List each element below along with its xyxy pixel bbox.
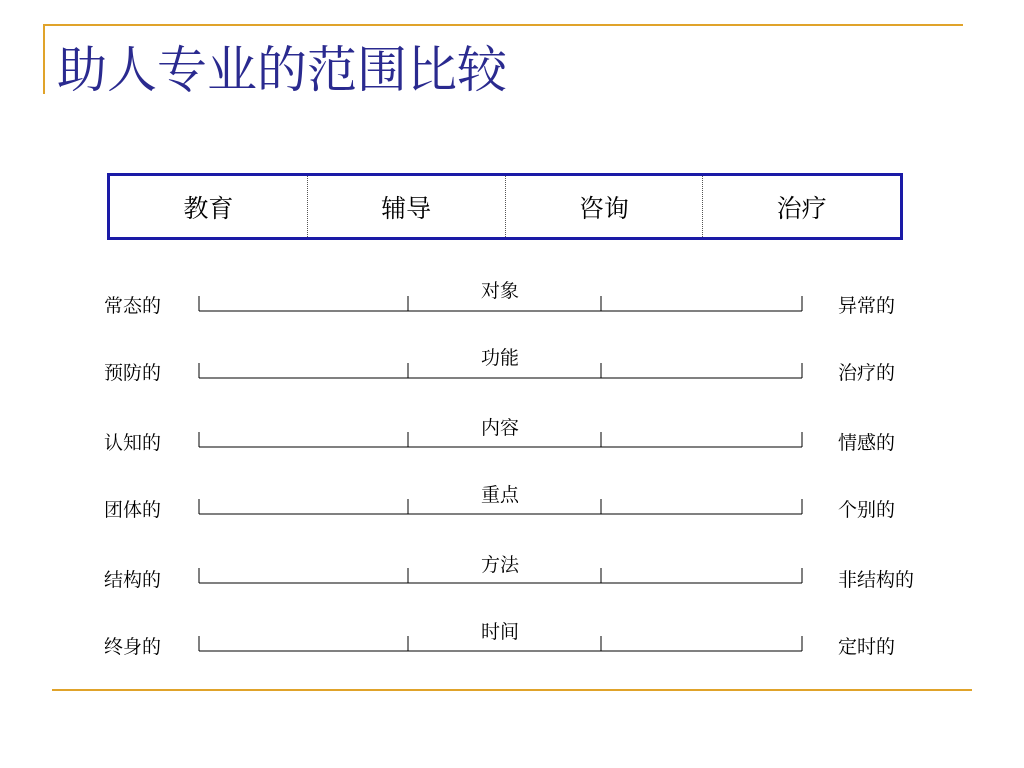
dimension-name-label: 方法: [480, 554, 519, 576]
dimension-right-label: 异常的: [838, 295, 896, 317]
dimension-right-label: 情感的: [838, 432, 896, 454]
stage-guidance: 辅导: [308, 176, 506, 237]
stage-therapy: 治疗: [776, 193, 827, 223]
dimension-left-label: 认知的: [104, 432, 162, 454]
dimension-left-label: 团体的: [104, 499, 162, 521]
dimension-left-label: 结构的: [104, 569, 162, 591]
stage-education: 教育: [110, 176, 308, 237]
dimension-name-label: 重点: [480, 484, 519, 506]
dimension-right-label: 定时的: [838, 636, 896, 658]
stage-counseling: 咨询: [506, 176, 704, 237]
dimension-name-label: 对象: [480, 280, 519, 302]
dimension-name-label: 内容: [480, 417, 519, 439]
dimension-left-label: 终身的: [104, 636, 162, 658]
dimension-left-label: 预防的: [104, 362, 162, 384]
slide-title: 助人专业的范围比较: [57, 41, 507, 99]
dimension-right-label: 非结构的: [838, 569, 915, 591]
dimension-name-label: 时间: [480, 621, 519, 643]
dimension-name-label: 功能: [480, 347, 519, 369]
bottom-accent-rule: [52, 689, 972, 691]
dimension-right-label: 个别的: [838, 499, 896, 521]
dimension-left-label: 常态的: [104, 295, 162, 317]
dimension-right-label: 治疗的: [838, 362, 896, 384]
